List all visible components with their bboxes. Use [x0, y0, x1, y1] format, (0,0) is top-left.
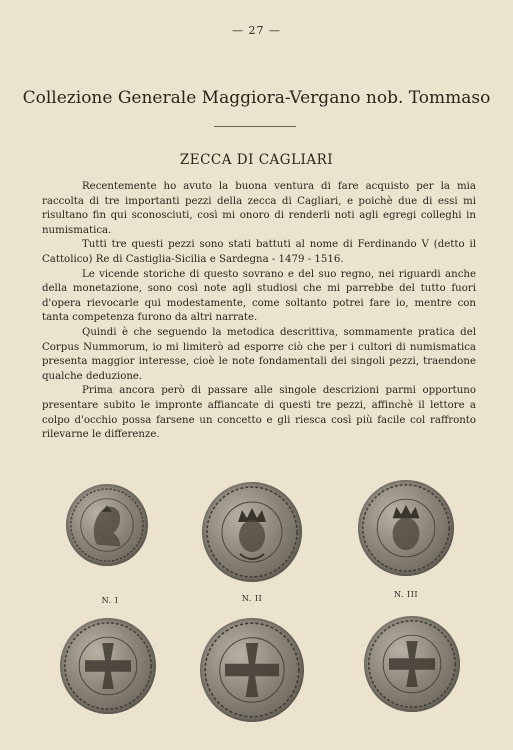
section-heading: ZECCA DI CAGLIARI: [179, 152, 334, 168]
coin-label-2: N. II: [241, 594, 263, 603]
article-body: [42, 180, 476, 443]
coin-2-reverse-image: [200, 618, 304, 722]
coin-3-obverse-image: [358, 480, 454, 576]
title-divider: [214, 126, 296, 127]
coin-3-reverse-image: [364, 616, 460, 712]
paragraph: Recentemente ho avuto la buona ventura di fare acquisto per la mia raccolta di tre importanti pezzi della zecca di Cagliari, e poichè due di essi mi risultano fin qui sconosciuti, così mi onoro di renderli noti agli egregi colleghi in numismatica.: [42, 181, 476, 236]
paragraph: Quindi è che seguendo la metodica descrittiva, sommamente pratica del Corpus Nummorum, io mi limiterò ad esporre ciò che per i cultori di numismatica presenta maggior interesse, cioè le note fondamentali dei singoli pezzi, traendone qualche deduzione.: [42, 326, 476, 382]
paragraph: Prima ancora però di passare alle singole descrizioni parmi opportuno presentare subito le impronte affiancate di questi tre pezzi, affinchè il lettore a colpo d'occhio possa farsene un concetto e gli riesca così più facile col raffronto rilevarne le differenze.: [42, 385, 476, 441]
collection-title: Collezione Generale Maggiora-Vergano nob. Tommaso: [22, 88, 491, 108]
coin-2-obverse-image: [202, 482, 302, 582]
coin-label-1: N. I: [101, 596, 119, 605]
paragraph: Tutti tre questi pezzi sono stati battuti al nome di Ferdinando V (detto il Cattolico) Re di Castiglia-Sicilia e Sardegna - 1479 - 1516.: [42, 239, 476, 265]
paragraph: Le vicende storiche di questo sovrano e del suo regno, nei riguardi anche della monetazione, sono così note agli studiosi che mi parrebbe del tutto fuori d'opera rievocarle qui modestamente, come soltanto potrei fare io, mentre con tanta competenza furono da altri narrate.: [42, 268, 476, 324]
coin-1-obverse-image: [66, 484, 148, 566]
page-number: — 27 —: [232, 24, 281, 37]
coin-1-reverse-image: [60, 618, 156, 714]
coin-label-3: N. III: [393, 590, 419, 599]
